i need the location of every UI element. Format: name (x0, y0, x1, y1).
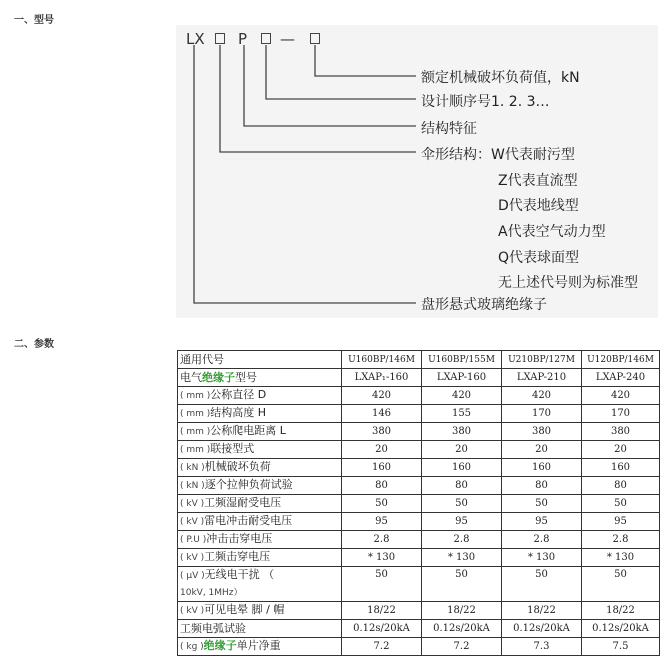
table-row-corona (178, 602, 660, 620)
row-label (178, 567, 342, 602)
cell-value: 0.12s/20kA (582, 620, 660, 638)
row-name: 工频击穿电压 (204, 550, 271, 563)
row-label (178, 369, 342, 387)
label-structure: 结构特征 (421, 121, 477, 137)
row-unit: ( kV ) (180, 606, 205, 616)
table-header-row (178, 351, 660, 369)
cell-value: 420 (502, 387, 582, 405)
cell-value: LXAP-210 (502, 369, 582, 387)
cell-value: 380 (422, 423, 502, 441)
cell-value: 80 (582, 477, 660, 495)
label-umbrella-q: Q代表球面型 (498, 250, 580, 266)
cell-value: 380 (582, 423, 660, 441)
row-unit: ( kN ) (180, 481, 205, 491)
row-name: 单片净重 (236, 639, 281, 652)
table-row-arc (178, 620, 660, 638)
cell-value: 160 (342, 459, 422, 477)
row-name: 机械破坏负荷 (204, 460, 271, 473)
cell-value: * 130 (422, 549, 502, 567)
row-name: 公称直径 D (210, 388, 267, 401)
cell-value: 170 (582, 405, 660, 423)
cell-value: 95 (582, 513, 660, 531)
cell-value: LXAP₁-160 (342, 369, 422, 387)
cell-value: 50 (342, 495, 422, 513)
code-dash: — (280, 30, 295, 48)
row-label (178, 549, 342, 567)
table-row (178, 441, 660, 459)
table-row (178, 387, 660, 405)
row-label (178, 638, 342, 656)
cell-value: 2.8 (502, 531, 582, 549)
cell-value: 380 (502, 423, 582, 441)
cell-value: 7.2 (422, 638, 502, 656)
row-unit: ( μV ) (180, 571, 205, 581)
label-umbrella-a: A代表空气动力型 (498, 224, 606, 240)
model-code-diagram (176, 25, 658, 318)
cell-value: 380 (342, 423, 422, 441)
header-label: 通用代号 (178, 351, 342, 369)
cell-value: LXAP-160 (422, 369, 502, 387)
row-label (178, 387, 342, 405)
table-row (178, 531, 660, 549)
cell-value: 50 (342, 567, 422, 602)
row-unit: ( mm ) (180, 409, 211, 419)
cell-value: 160 (422, 459, 502, 477)
cell-value: 95 (342, 513, 422, 531)
row-name: 联接型式 (210, 442, 255, 455)
row-name: 冲击击穿电压 (206, 532, 273, 545)
cell-value: 7.3 (502, 638, 582, 656)
code-letter-p: P (238, 30, 248, 48)
cell-value: 18/22 (582, 602, 660, 620)
cell-value: 50 (422, 495, 502, 513)
cell-value: LXAP-240 (582, 369, 660, 387)
row-name: 可见电晕 脚 / 帽 (204, 603, 285, 616)
row-unit: ( kV ) (180, 517, 205, 527)
insulator-link[interactable]: 绝缘子 (203, 639, 237, 652)
row-name: 雷电冲击耐受电压 (204, 514, 293, 527)
type-label-post: 型号 (235, 370, 257, 384)
cell-value: 80 (422, 477, 502, 495)
cell-value: 160 (582, 459, 660, 477)
cell-value: 20 (342, 441, 422, 459)
cell-value: 146 (342, 405, 422, 423)
cell-value: 50 (582, 495, 660, 513)
label-umbrella-z: Z代表直流型 (498, 173, 578, 189)
cell-value: * 130 (582, 549, 660, 567)
row-unit: ( mm ) (180, 391, 211, 401)
label-umbrella-w: 伞形结构：W代表耐污型 (421, 147, 575, 163)
row-name-cont: 10kV, 1MHz） (180, 588, 243, 598)
row-label (178, 495, 342, 513)
cell-value: 7.2 (342, 638, 422, 656)
code-box-load (310, 33, 320, 44)
row-label (178, 423, 342, 441)
cell-value: 18/22 (422, 602, 502, 620)
table-row (178, 477, 660, 495)
cell-value: * 130 (502, 549, 582, 567)
cell-value: 95 (502, 513, 582, 531)
param-rows (178, 387, 660, 567)
row-unit: ( kN ) (180, 463, 205, 473)
header-code: U160BP/146M (342, 351, 422, 369)
table-row (178, 423, 660, 441)
row-unit: ( P.U ) (180, 535, 207, 545)
table-row-radio (178, 567, 660, 602)
row-label (178, 405, 342, 423)
code-prefix-lx: LX (186, 30, 205, 48)
cell-value: 2.8 (422, 531, 502, 549)
cell-value: 18/22 (342, 602, 422, 620)
cell-value: 170 (502, 405, 582, 423)
cell-value: 20 (502, 441, 582, 459)
cell-value: 20 (582, 441, 660, 459)
section-title-params: 二、参数 (14, 339, 54, 350)
header-code: U120BP/146M (582, 351, 660, 369)
section-title-model: 一、型号 (14, 15, 54, 26)
label-disc-glass: 盘形悬式玻璃绝缘子 (421, 297, 547, 313)
row-unit: ( mm ) (180, 427, 211, 437)
cell-value: 0.12s/20kA (422, 620, 502, 638)
cell-value: 420 (422, 387, 502, 405)
label-design-sequence: 设计顺序号1. 2. 3… (421, 94, 550, 110)
cell-value: 0.12s/20kA (502, 620, 582, 638)
row-name: 公称爬电距离 L (210, 424, 286, 437)
row-unit: ( kg ) (180, 642, 204, 652)
row-name: 结构高度 H (210, 406, 267, 419)
cell-value: 50 (502, 567, 582, 602)
code-box-umbrella (215, 33, 225, 44)
cell-value: 7.5 (582, 638, 660, 656)
cell-value: 2.8 (342, 531, 422, 549)
row-label (178, 531, 342, 549)
row-label (178, 459, 342, 477)
row-label: 工频电弧试验 (178, 620, 342, 638)
table-row (178, 495, 660, 513)
cell-value: 420 (342, 387, 422, 405)
cell-value: * 130 (342, 549, 422, 567)
label-umbrella-d: D代表地线型 (498, 198, 579, 214)
row-label (178, 513, 342, 531)
row-label (178, 441, 342, 459)
row-unit: ( kV ) (180, 499, 205, 509)
cell-value: 50 (422, 567, 502, 602)
cell-value: 2.8 (582, 531, 660, 549)
cell-value: 50 (582, 567, 660, 602)
cell-value: 20 (422, 441, 502, 459)
insulator-link[interactable]: 绝缘子 (202, 370, 235, 384)
row-name: 无线电干扰 （ (204, 568, 275, 581)
table-row (178, 405, 660, 423)
row-name: 工频湿耐受电压 (204, 496, 282, 509)
parameter-table (177, 350, 660, 656)
row-label (178, 602, 342, 620)
table-row-type (178, 369, 660, 387)
header-code: U160BP/155M (422, 351, 502, 369)
cell-value: 160 (502, 459, 582, 477)
cell-value: 50 (502, 495, 582, 513)
cell-value: 155 (422, 405, 502, 423)
label-umbrella-standard: 无上述代号则为标准型 (498, 275, 638, 291)
cell-value: 420 (582, 387, 660, 405)
table-row-weight (178, 638, 660, 656)
row-name: 逐个拉伸负荷试验 (204, 478, 293, 491)
cell-value: 95 (422, 513, 502, 531)
row-unit: ( kV ) (180, 553, 205, 563)
cell-value: 80 (342, 477, 422, 495)
table-row (178, 549, 660, 567)
table-row (178, 513, 660, 531)
row-label (178, 477, 342, 495)
header-code: U210BP/127M (502, 351, 582, 369)
type-label-pre: 电气 (180, 370, 202, 384)
cell-value: 18/22 (502, 602, 582, 620)
row-unit: ( mm ) (180, 445, 211, 455)
cell-value: 0.12s/20kA (342, 620, 422, 638)
table-row (178, 459, 660, 477)
cell-value: 80 (502, 477, 582, 495)
label-rated-load: 额定机械破坏负荷值，kN (421, 70, 580, 86)
code-box-sequence (261, 33, 271, 44)
